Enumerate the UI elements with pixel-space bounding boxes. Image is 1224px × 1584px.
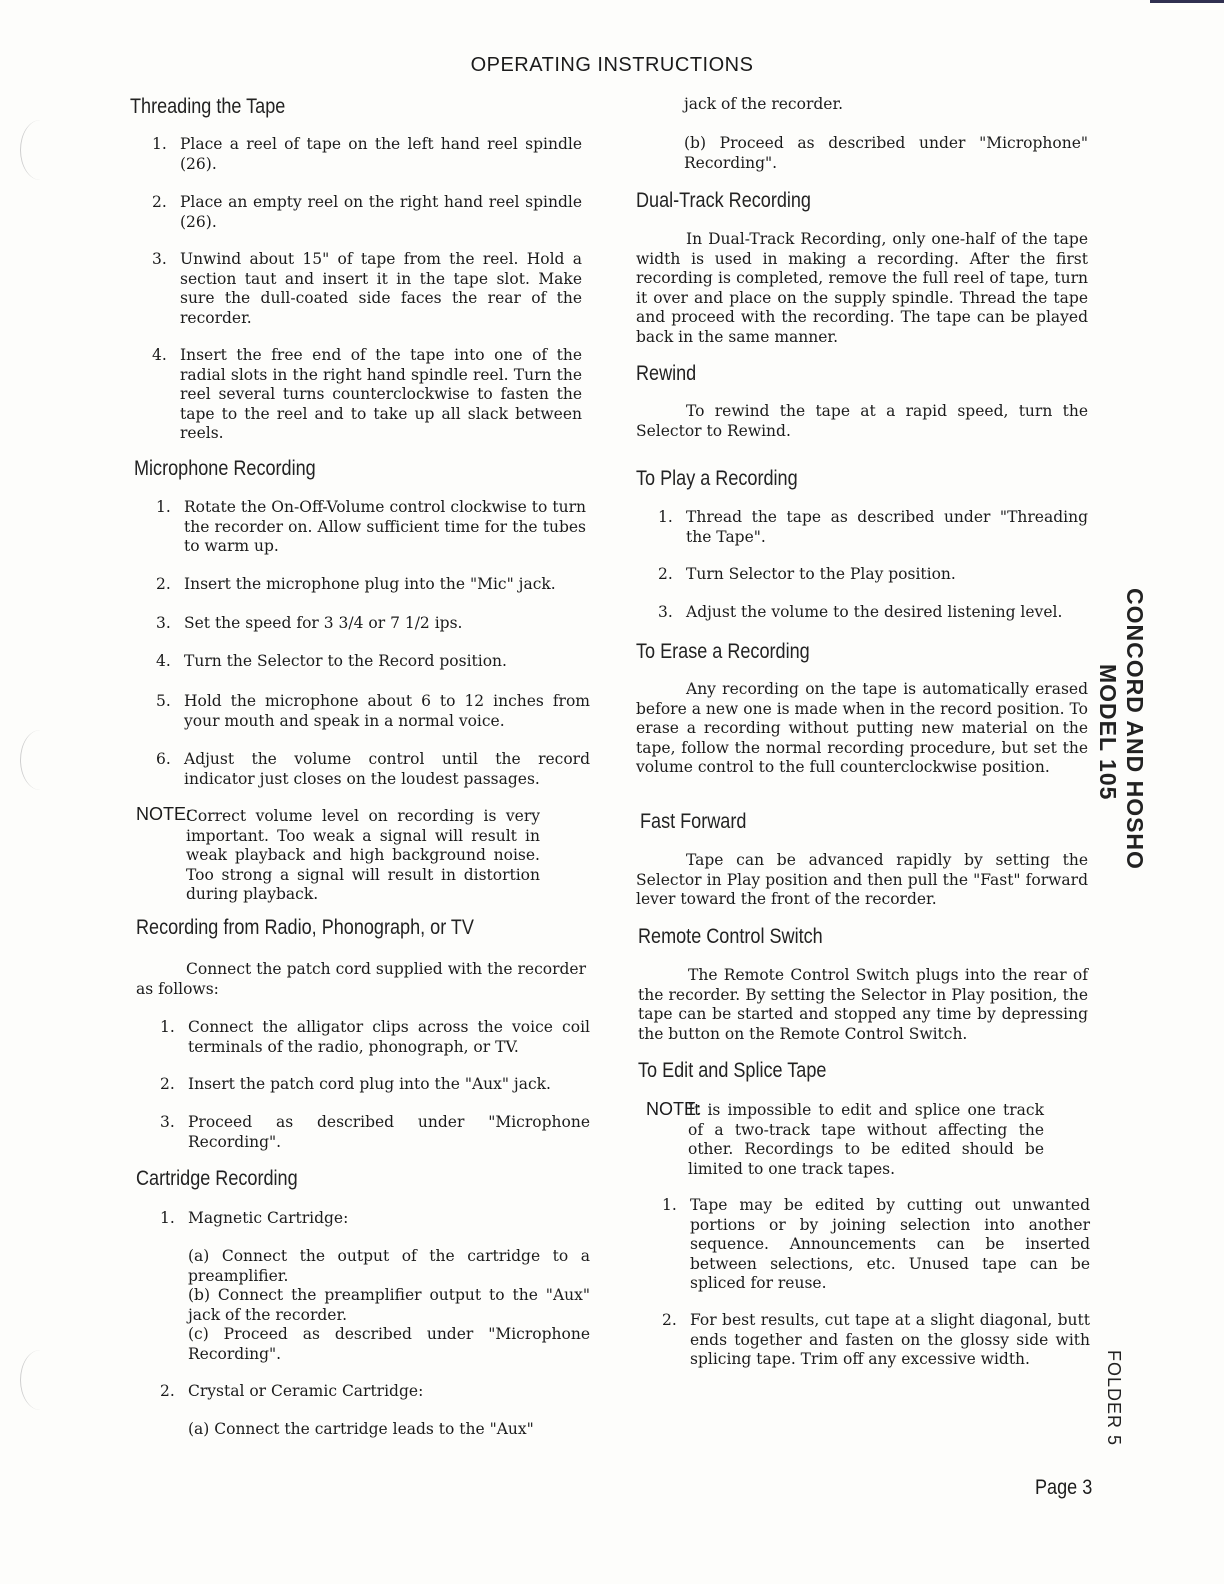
item-number: 3. <box>658 603 673 621</box>
side-label-model: MODEL 105 <box>1095 664 1121 801</box>
rewind-text: To rewind the tape at a rapid speed, turn the Selector to Rewind. <box>636 402 1088 440</box>
item-number: 2. <box>160 1075 175 1093</box>
item-text: Adjust the volume to the desired listening level. <box>686 603 1063 621</box>
cartridge-step-b: (b) Proceed as described under "Microphone" Recording". <box>684 134 1088 172</box>
heading-erase: To Erase a Recording <box>636 640 810 663</box>
heading-cartridge: Cartridge Recording <box>136 1167 298 1190</box>
heading-remote: Remote Control Switch <box>638 925 823 948</box>
note-label: NOTE: <box>646 1099 702 1119</box>
heading-microphone: Microphone Recording <box>134 457 316 480</box>
page-title: OPERATING INSTRUCTIONS <box>470 54 754 76</box>
item-text: Proceed as described under "Microphone Recording". <box>188 1113 590 1151</box>
side-label-folder: FOLDER 5 <box>1104 1350 1124 1447</box>
radio-intro: Connect the patch cord supplied with the recorder as follows: <box>136 960 586 998</box>
heading-edit: To Edit and Splice Tape <box>638 1059 827 1082</box>
item-number: 6. <box>156 750 171 768</box>
item-text: Tape may be edited by cutting out unwanted portions or by joining selection into another sequence. Announcements can be inserted between selections, etc. Unused tape can be spliced for reuse. <box>690 1196 1090 1292</box>
item-text: Place an empty reel on the right hand reel spindle (26). <box>180 193 582 231</box>
item-number: 3. <box>160 1113 175 1131</box>
item-text: Turn Selector to the Play position. <box>686 565 956 583</box>
item-number: 4. <box>152 346 167 364</box>
item-number: 1. <box>156 498 171 516</box>
item-number: 1. <box>658 508 673 526</box>
item-text: Adjust the volume control until the record indicator just closes on the loudest passages. <box>184 750 590 788</box>
cartridge-step-a: (a) Connect the cartridge leads to the "Aux" <box>188 1420 534 1438</box>
cartridge-step-a-continued: jack of the recorder. <box>684 95 844 113</box>
heading-rewind: Rewind <box>636 362 697 385</box>
item-number: 3. <box>152 250 167 268</box>
cartridge-step-a: (a) Connect the output of the cartridge to a preamplifier. <box>188 1247 590 1285</box>
dual-track-text: In Dual-Track Recording, only one-half of the tape width is used in making a recording. After the first recording is completed, remove the full reel of tape, turn it over and place on the supply spindle. Thread the tape and proceed with the recording. The tape can be played back in the same manner. <box>636 230 1088 346</box>
remote-text: The Remote Control Switch plugs into the rear of the recorder. By setting the Selector in Play position, the tape can be started and stopped any time by depressing the button on the Remote Control Switch. <box>638 966 1088 1043</box>
item-number: 2. <box>658 565 673 583</box>
item-number: 1. <box>662 1196 677 1214</box>
side-label-brand: CONCORD AND HOSHO <box>1122 588 1148 870</box>
item-text: Turn the Selector to the Record position. <box>184 652 507 670</box>
item-number: 2. <box>156 575 171 593</box>
item-number: 2. <box>662 1311 677 1329</box>
item-number: 1. <box>152 135 167 153</box>
item-text: Connect the alligator clips across the voice coil terminals of the radio, phonograph, or TV. <box>188 1018 590 1056</box>
heading-radio: Recording from Radio, Phonograph, or TV <box>136 916 474 939</box>
punch-hole-mark <box>20 1350 61 1410</box>
note-text: Correct volume level on recording is very important. Too weak a signal will result in weak playback and high background noise. Too strong a signal will result in distortion during playback. <box>186 807 540 903</box>
erase-text: Any recording on the tape is automatically erased before a new one is made when in the record position. To erase a recording without putting new material on the tape, follow the normal recording procedure, but set the volume control to the full counterclockwise position. <box>636 680 1088 776</box>
fast-forward-text: Tape can be advanced rapidly by setting the Selector in Play position and then pull the "Fast" forward lever toward the front of the recorder. <box>636 851 1088 908</box>
cartridge-step-b: (b) Connect the preamplifier output to the "Aux" jack of the recorder. <box>188 1286 590 1324</box>
item-text: Rotate the On-Off-Volume control clockwise to turn the recorder on. Allow sufficient time for the tubes to warm up. <box>184 498 586 555</box>
page-number: Page 3 <box>1035 1476 1093 1499</box>
note-text: It is impossible to edit and splice one track of a two-track tape without affecting the other. Recordings to be edited should be limited to one track tapes. <box>688 1101 1044 1178</box>
heading-threading: Threading the Tape <box>130 95 286 118</box>
item-text: Place a reel of tape on the left hand reel spindle (26). <box>180 135 582 173</box>
note-label: NOTE: <box>136 804 192 824</box>
item-number: 2. <box>152 193 167 211</box>
item-number: 1. <box>160 1209 175 1227</box>
item-text: Insert the microphone plug into the "Mic" jack. <box>184 575 556 593</box>
item-text: Crystal or Ceramic Cartridge: <box>188 1382 424 1400</box>
item-text: Thread the tape as described under "Threading the Tape". <box>686 508 1088 546</box>
item-text: Insert the patch cord plug into the "Aux" jack. <box>188 1075 551 1093</box>
heading-fast-forward: Fast Forward <box>640 810 747 833</box>
item-number: 3. <box>156 614 171 632</box>
item-number: 1. <box>160 1018 175 1036</box>
cartridge-step-c: (c) Proceed as described under "Microphone Recording". <box>188 1325 590 1363</box>
item-text: Hold the microphone about 6 to 12 inches from your mouth and speak in a normal voice. <box>184 692 590 730</box>
item-number: 5. <box>156 692 171 710</box>
heading-dual-track: Dual-Track Recording <box>636 189 811 212</box>
item-number: 4. <box>156 652 171 670</box>
heading-play: To Play a Recording <box>636 467 798 490</box>
punch-hole-mark <box>20 730 61 790</box>
item-text: Set the speed for 3 3/4 or 7 1/2 ips. <box>184 614 463 632</box>
item-number: 2. <box>160 1382 175 1400</box>
punch-hole-mark <box>20 120 61 180</box>
item-text: For best results, cut tape at a slight diagonal, butt ends together and fasten on the glossy side with splicing tape. Trim off any excessive width. <box>690 1311 1090 1368</box>
scan-edge-line <box>1150 0 1224 3</box>
item-text: Unwind about 15" of tape from the reel. Hold a section taut and insert it in the tape slot. Make sure the dull-coated side faces the rear of the recorder. <box>180 250 582 327</box>
item-text: Magnetic Cartridge: <box>188 1209 349 1227</box>
item-text: Insert the free end of the tape into one of the radial slots in the right hand spindle reel. Turn the reel several turns counterclockwise to fasten the tape to the reel and to take up all slack between reels. <box>180 346 582 442</box>
